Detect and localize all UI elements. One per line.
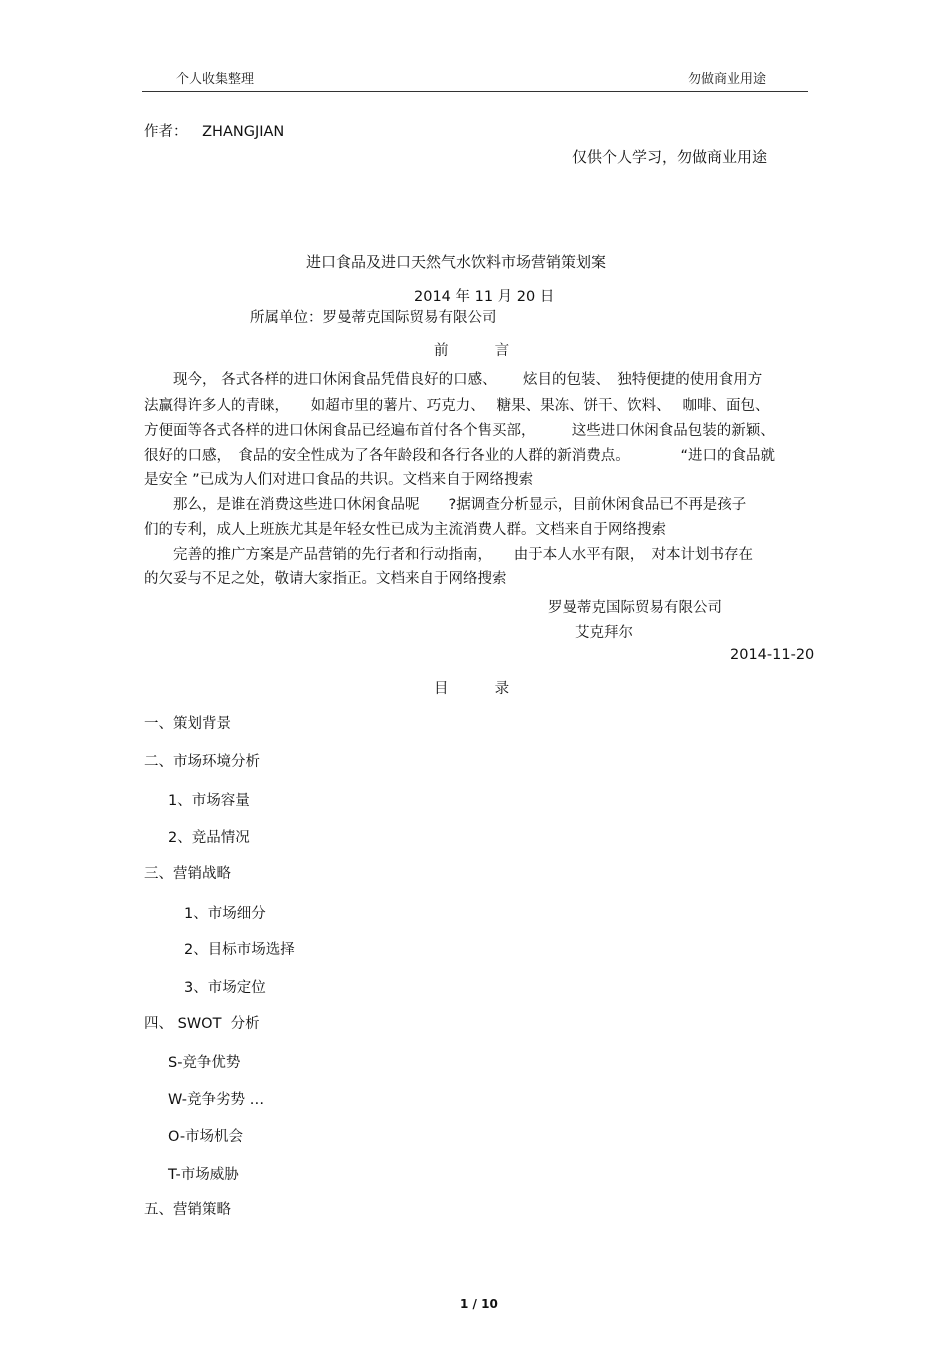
toc-item: T-市场威胁: [168, 1167, 239, 1183]
preface-line: 完善的推广方案是产品营销的先行者和行动指南， 由于本人水平有限， 对本计划书存在: [144, 547, 753, 563]
signature-date: 2014-11-20: [730, 647, 815, 663]
preface-line: 们的专利，成人上班族尤其是年轻女性已成为主流消费人群。文档来自于网络搜索: [144, 522, 666, 538]
preface-line: 很好的口感， 食品的安全性成为了各年龄段和各行各业的人群的新消费点。 “进口的食品就: [144, 448, 776, 464]
author-name: ZHANGJIAN: [202, 124, 285, 140]
header-rule: [142, 91, 808, 92]
toc-item: 1、市场容量: [168, 793, 250, 809]
toc-heading: 目 录: [434, 681, 510, 697]
toc-item: 3、市场定位: [184, 980, 266, 996]
preface-line: 是安全 ”已成为人们对进口食品的共识。文档来自于网络搜索: [144, 472, 534, 488]
toc-item: 2、竞品情况: [168, 830, 250, 846]
toc-item: 四、 SWOT 分析: [144, 1016, 260, 1032]
signature-name: 艾克拜尔: [575, 625, 633, 641]
toc-item: 1、市场细分: [184, 906, 266, 922]
preface-line: 方便面等各式各样的进口休闲食品已经遍布首付各个售买部， 这些进口休闲食品包装的新颖、: [144, 423, 775, 439]
page-number: 1 / 10: [460, 1297, 498, 1311]
preface-line: 那么，是谁在消费这些进口休闲食品呢 ?据调查分析显示，目前休闲食品已不再是孩子: [144, 497, 747, 513]
disclaimer: 仅供个人学习，勿做商业用途: [572, 148, 768, 166]
toc-item: W-竞争劣势 …: [168, 1092, 265, 1108]
header-right: 勿做商业用途: [688, 72, 767, 87]
preface-line: 的欠妥与不足之处，敬请大家指正。文档来自于网络搜索: [144, 571, 507, 587]
toc-item: 五、营销策略: [144, 1202, 231, 1218]
author-line: [144, 120, 284, 141]
preface-heading: 前 言: [434, 343, 510, 359]
toc-item: 二、市场环境分析: [144, 754, 260, 770]
toc-item: 一、策划背景: [144, 716, 231, 732]
document-unit: 所属单位：罗曼蒂克国际贸易有限公司: [250, 310, 497, 326]
toc-item: O-市场机会: [168, 1129, 244, 1145]
author-label: 作者：: [144, 124, 188, 140]
toc-item: S-竞争优势: [168, 1055, 241, 1071]
toc-item: 2、目标市场选择: [184, 942, 295, 958]
toc-item: 三、营销战略: [144, 866, 231, 882]
preface-line: 现今， 各式各样的进口休闲食品凭借良好的口感、 炫目的包装、 独特便捷的使用食用方: [144, 372, 763, 388]
signature-company: 罗曼蒂克国际贸易有限公司: [548, 600, 722, 616]
preface-line: 法赢得许多人的青睐， 如超市里的薯片、巧克力、 糖果、果冻、饼干、饮料、 咖啡、面包、: [144, 398, 770, 414]
document-date: 2014 年 11 月 20 日: [414, 289, 555, 305]
header-left: 个人收集整理: [176, 72, 255, 87]
document-title: 进口食品及进口天然气水饮料市场营销策划案: [306, 253, 607, 271]
